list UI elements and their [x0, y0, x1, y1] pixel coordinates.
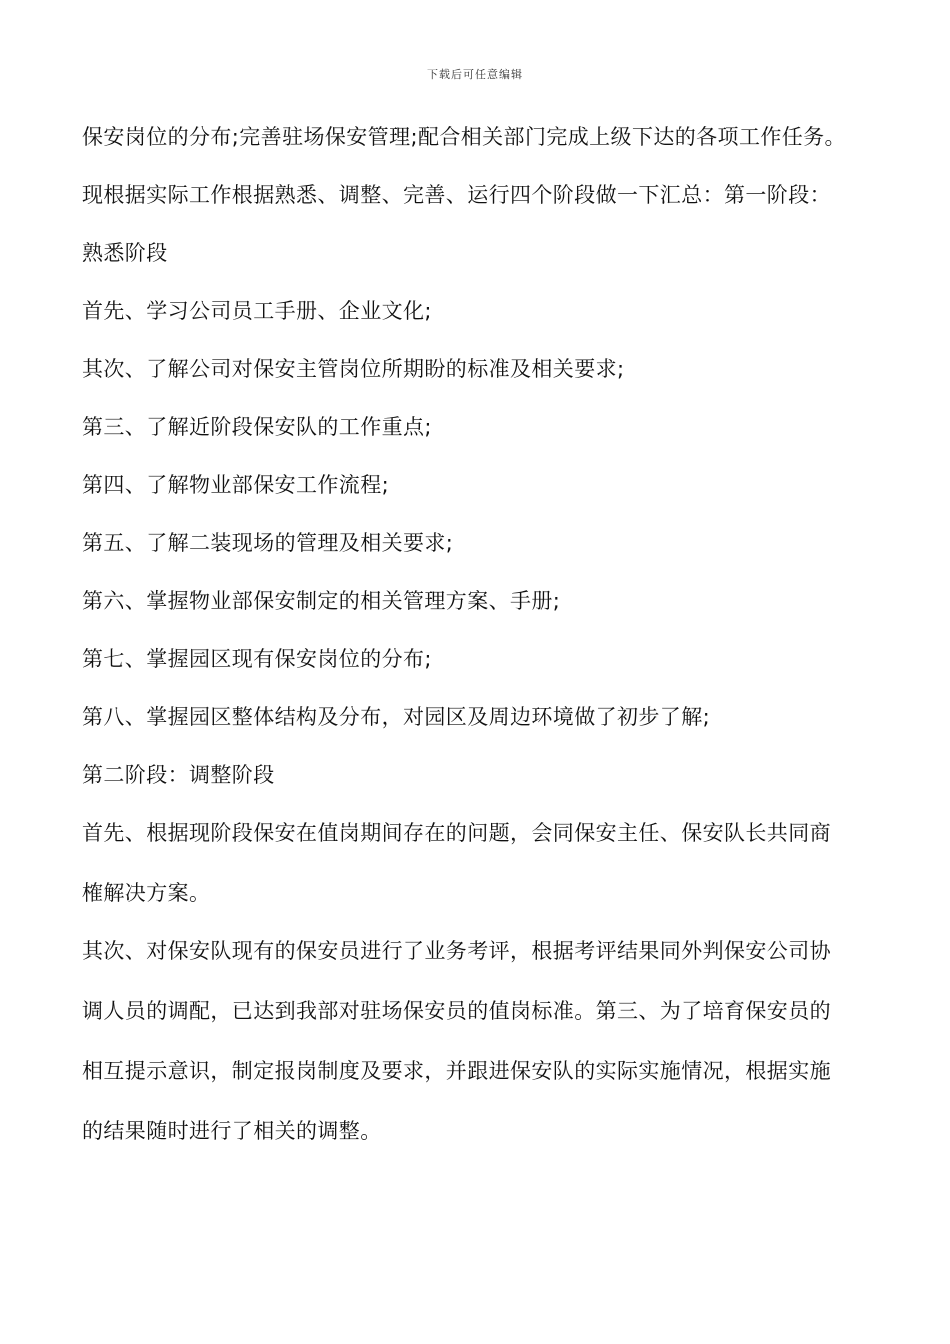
list-item: 第七、掌握园区现有保安岗位的分布; [82, 647, 432, 671]
page-header-note: 下载后可任意编辑 [427, 68, 523, 81]
list-item: 第三、了解近阶段保安队的工作重点; [82, 415, 432, 439]
list-item: 第八、掌握园区整体结构及分布，对园区及周边环境做了初步了解; [82, 705, 711, 729]
list-item: 第六、掌握物业部保安制定的相关管理方案、手册; [82, 589, 561, 613]
paragraph-line: 相互提示意识，制定报岗制度及要求，并跟进保安队的实际实施情况，根据实施 [82, 1059, 831, 1083]
paragraph-line: 调人员的调配，已达到我部对驻场保安员的值岗标准。第三、为了培育保安员的 [82, 999, 831, 1023]
list-item: 第五、了解二装现场的管理及相关要求; [82, 531, 454, 555]
list-item: 首先、学习公司员工手册、企业文化; [82, 299, 432, 323]
list-item: 第四、了解物业部保安工作流程; [82, 473, 390, 497]
paragraph-line: 保安岗位的分布;完善驻场保安管理;配合相关部门完成上级下达的各项工作任务。 [82, 125, 846, 149]
paragraph-line: 现根据实际工作根据熟悉、调整、完善、运行四个阶段做一下汇总：第一阶段： [82, 183, 831, 207]
section-heading: 第二阶段：调整阶段 [82, 763, 275, 787]
paragraph-line: 首先、根据现阶段保安在值岗期间存在的问题，会同保安主任、保安队长共同商 [82, 821, 831, 845]
paragraph-line: 的结果随时进行了相关的调整。 [82, 1119, 382, 1143]
document-body [82, 118, 882, 1150]
paragraph-line: 其次、对保安队现有的保安员进行了业务考评，根据考评结果同外判保安公司协 [82, 939, 831, 963]
list-item: 其次、了解公司对保安主管岗位所期盼的标准及相关要求; [82, 357, 625, 381]
section-heading: 熟悉阶段 [82, 241, 168, 265]
paragraph-line: 榷解决方案。 [82, 881, 211, 905]
